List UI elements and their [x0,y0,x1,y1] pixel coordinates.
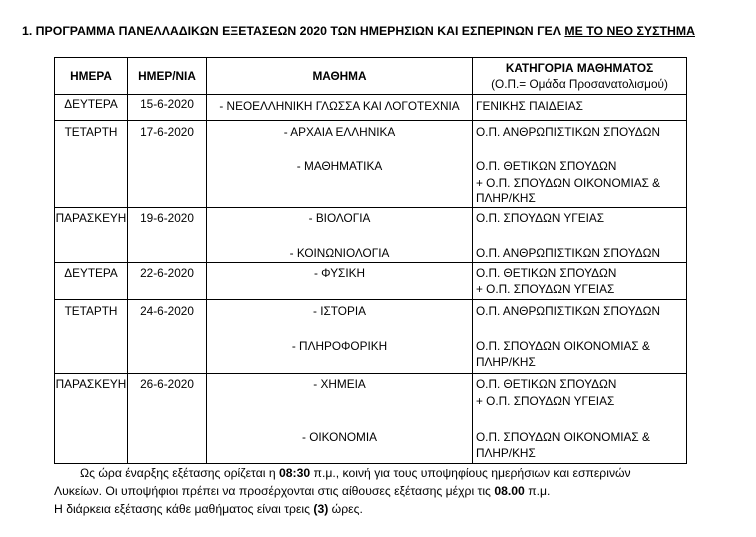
cell-subject [207,374,473,464]
category-text: + Ο.Π. ΣΠΟΥΔΩΝ ΥΓΕΙΑΣ [476,394,615,408]
header-category [473,58,687,95]
subject-text: - ΧΗΜΕΙΑ [313,377,366,391]
header-row [55,58,687,95]
header-category-label: ΚΑΤΗΓΟΡΙΑ ΜΑΘΗΜΑΤΟΣ [505,61,654,75]
day-text: ΠΑΡΑΣΚΕΥΗ [55,211,127,225]
category-text: Ο.Π. ΣΠΟΥΔΩΝ ΟΙΚΟΝΟΜΙΑΣ & [476,339,650,353]
cell-subject [207,300,473,374]
day-text: ΤΕΤΑΡΤΗ [64,125,118,139]
cell-subject [207,95,473,121]
document-title [22,24,695,38]
category-text: ΠΛΗΡ/ΚΗΣ [476,355,536,369]
cell-day [55,208,128,263]
subject-text: - ΒΙΟΛΟΓΙΑ [308,211,371,225]
cell-subject [207,208,473,263]
date-text: 15-6-2020 [140,97,194,111]
subject-text: - ΠΛΗΡΟΦΟΡΙΚΗ [291,339,388,353]
category-text: Ο.Π. ΣΠΟΥΔΩΝ ΟΙΚΟΝΟΜΙΑΣ & [476,430,650,444]
category-text: Ο.Π. ΑΝΘΡΩΠΙΣΤΙΚΩΝ ΣΠΟΥΔΩΝ [476,246,661,260]
category-text: Ο.Π. ΑΝΘΡΩΠΙΣΤΙΚΩΝ ΣΠΟΥΔΩΝ [476,304,661,318]
category-text: Ο.Π. ΘΕΤΙΚΩΝ ΣΠΟΥΔΩΝ [476,159,617,173]
footer-text: π.μ., κοινή για τους υποψηφίους ημερήσιων και εσπερινών [310,466,631,480]
category-text: Ο.Π. ΣΠΟΥΔΩΝ ΥΓΕΙΑΣ [476,211,605,225]
start-time: 08:30 [279,466,311,480]
subject-text: - ΙΣΤΟΡΙΑ [313,304,366,318]
cell-date [128,374,207,464]
cell-category [473,300,687,374]
cell-subject [207,121,473,208]
cell-date [128,208,207,263]
cell-category [473,263,687,300]
footer-text: ώρες. [328,502,363,516]
title-underlined: ΜΕ ΤΟ ΝΕΟ ΣΥΣΤΗΜΑ [564,24,696,38]
table-row [55,374,687,464]
category-text: ΠΛΗΡ/ΚΗΣ [476,446,536,460]
footer-line-2 [54,483,550,499]
day-text: ΤΕΤΑΡΤΗ [64,304,118,318]
arrival-time: 08.00 [494,484,525,498]
cell-category [473,121,687,208]
category-text: + Ο.Π. ΣΠΟΥΔΩΝ ΥΓΕΙΑΣ [476,282,615,296]
exam-schedule-table [54,57,687,464]
date-text: 24-6-2020 [140,304,194,318]
table-row [55,208,687,263]
cell-day [55,374,128,464]
category-text: ΓΕΝΙΚΗΣ ΠΑΙΔΕΙΑΣ [476,99,583,113]
day-text: ΔΕΥΤΕΡΑ [64,97,118,111]
subject-text: - ΟΙΚΟΝΟΜΙΑ [301,430,377,444]
category-text: Ο.Π. ΘΕΤΙΚΩΝ ΣΠΟΥΔΩΝ [476,377,617,391]
footer-line-1 [80,465,631,481]
subject-text: - ΦΥΣΙΚΗ [313,266,366,280]
cell-date [128,121,207,208]
category-text: Ο.Π. ΑΝΘΡΩΠΙΣΤΙΚΩΝ ΣΠΟΥΔΩΝ [476,125,661,139]
subject-text: - ΑΡΧΑΙΑ ΕΛΛΗΝΙΚΑ [283,125,396,139]
cell-date [128,95,207,121]
title-text: 1. ΠΡΟΓΡΑΜΜΑ ΠΑΝΕΛΛΑΔΙΚΩΝ ΕΞΕΤΑΣΕΩΝ 2020 ΤΩΝ ΗΜΕΡΗΣΙΩΝ ΚΑΙ ΕΣΠΕΡΙΝΩΝ ΓΕΛ [22,24,561,38]
cell-subject [207,263,473,300]
header-category-note: (Ο.Π.= Ομάδα Προσανατολισμού) [491,77,668,91]
table-row [55,263,687,300]
cell-category [473,95,687,121]
table-row [55,121,687,208]
cell-day [55,263,128,300]
table-row [55,95,687,121]
footer-text: Η διάρκεια εξέτασης κάθε μαθήματος είναι τρεις [54,502,314,516]
cell-date [128,300,207,374]
cell-category [473,374,687,464]
footer-text: Λυκείων. Οι υποψήφιοι πρέπει να προσέρχονται στις αίθουσες εξέτασης μέχρι τις [54,484,495,498]
day-text: ΔΕΥΤΕΡΑ [64,266,118,280]
category-text: ΠΛΗΡ/ΚΗΣ [476,191,536,205]
cell-day [55,300,128,374]
category-text: Ο.Π. ΘΕΤΙΚΩΝ ΣΠΟΥΔΩΝ [476,266,617,280]
date-text: 17-6-2020 [140,125,194,139]
header-subject: ΜΑΘΗΜΑ [207,58,473,95]
footer-text: π.μ. [524,484,551,498]
subject-text: - ΝΕΟΕΛΛΗΝΙΚΗ ΓΛΩΣΣΑ ΚΑΙ ΛΟΓΟΤΕΧΝΙΑ [219,99,460,113]
date-text: 19-6-2020 [140,211,194,225]
cell-day [55,95,128,121]
day-text: ΠΑΡΑΣΚΕΥΗ [55,377,127,391]
cell-day [55,121,128,208]
header-day: ΗΜΕΡΑ [55,58,128,95]
subject-text: - ΜΑΘΗΜΑΤΙΚΑ [296,159,383,173]
footer-text: Ως ώρα έναρξης εξέτασης ορίζεται η [80,466,279,480]
date-text: 22-6-2020 [140,266,194,280]
date-text: 26-6-2020 [140,377,194,391]
cell-category [473,208,687,263]
subject-text: - ΚΟΙΝΩΝΙΟΛΟΓΙΑ [289,246,390,260]
category-text: + Ο.Π. ΣΠΟΥΔΩΝ ΟΙΚΟΝΟΜΙΑΣ & [476,176,661,190]
cell-date [128,263,207,300]
footer-line-3 [54,501,363,517]
table-row [55,300,687,374]
duration-hours: (3) [313,502,329,516]
header-date: ΗΜΕΡ/ΝΙΑ [128,58,207,95]
